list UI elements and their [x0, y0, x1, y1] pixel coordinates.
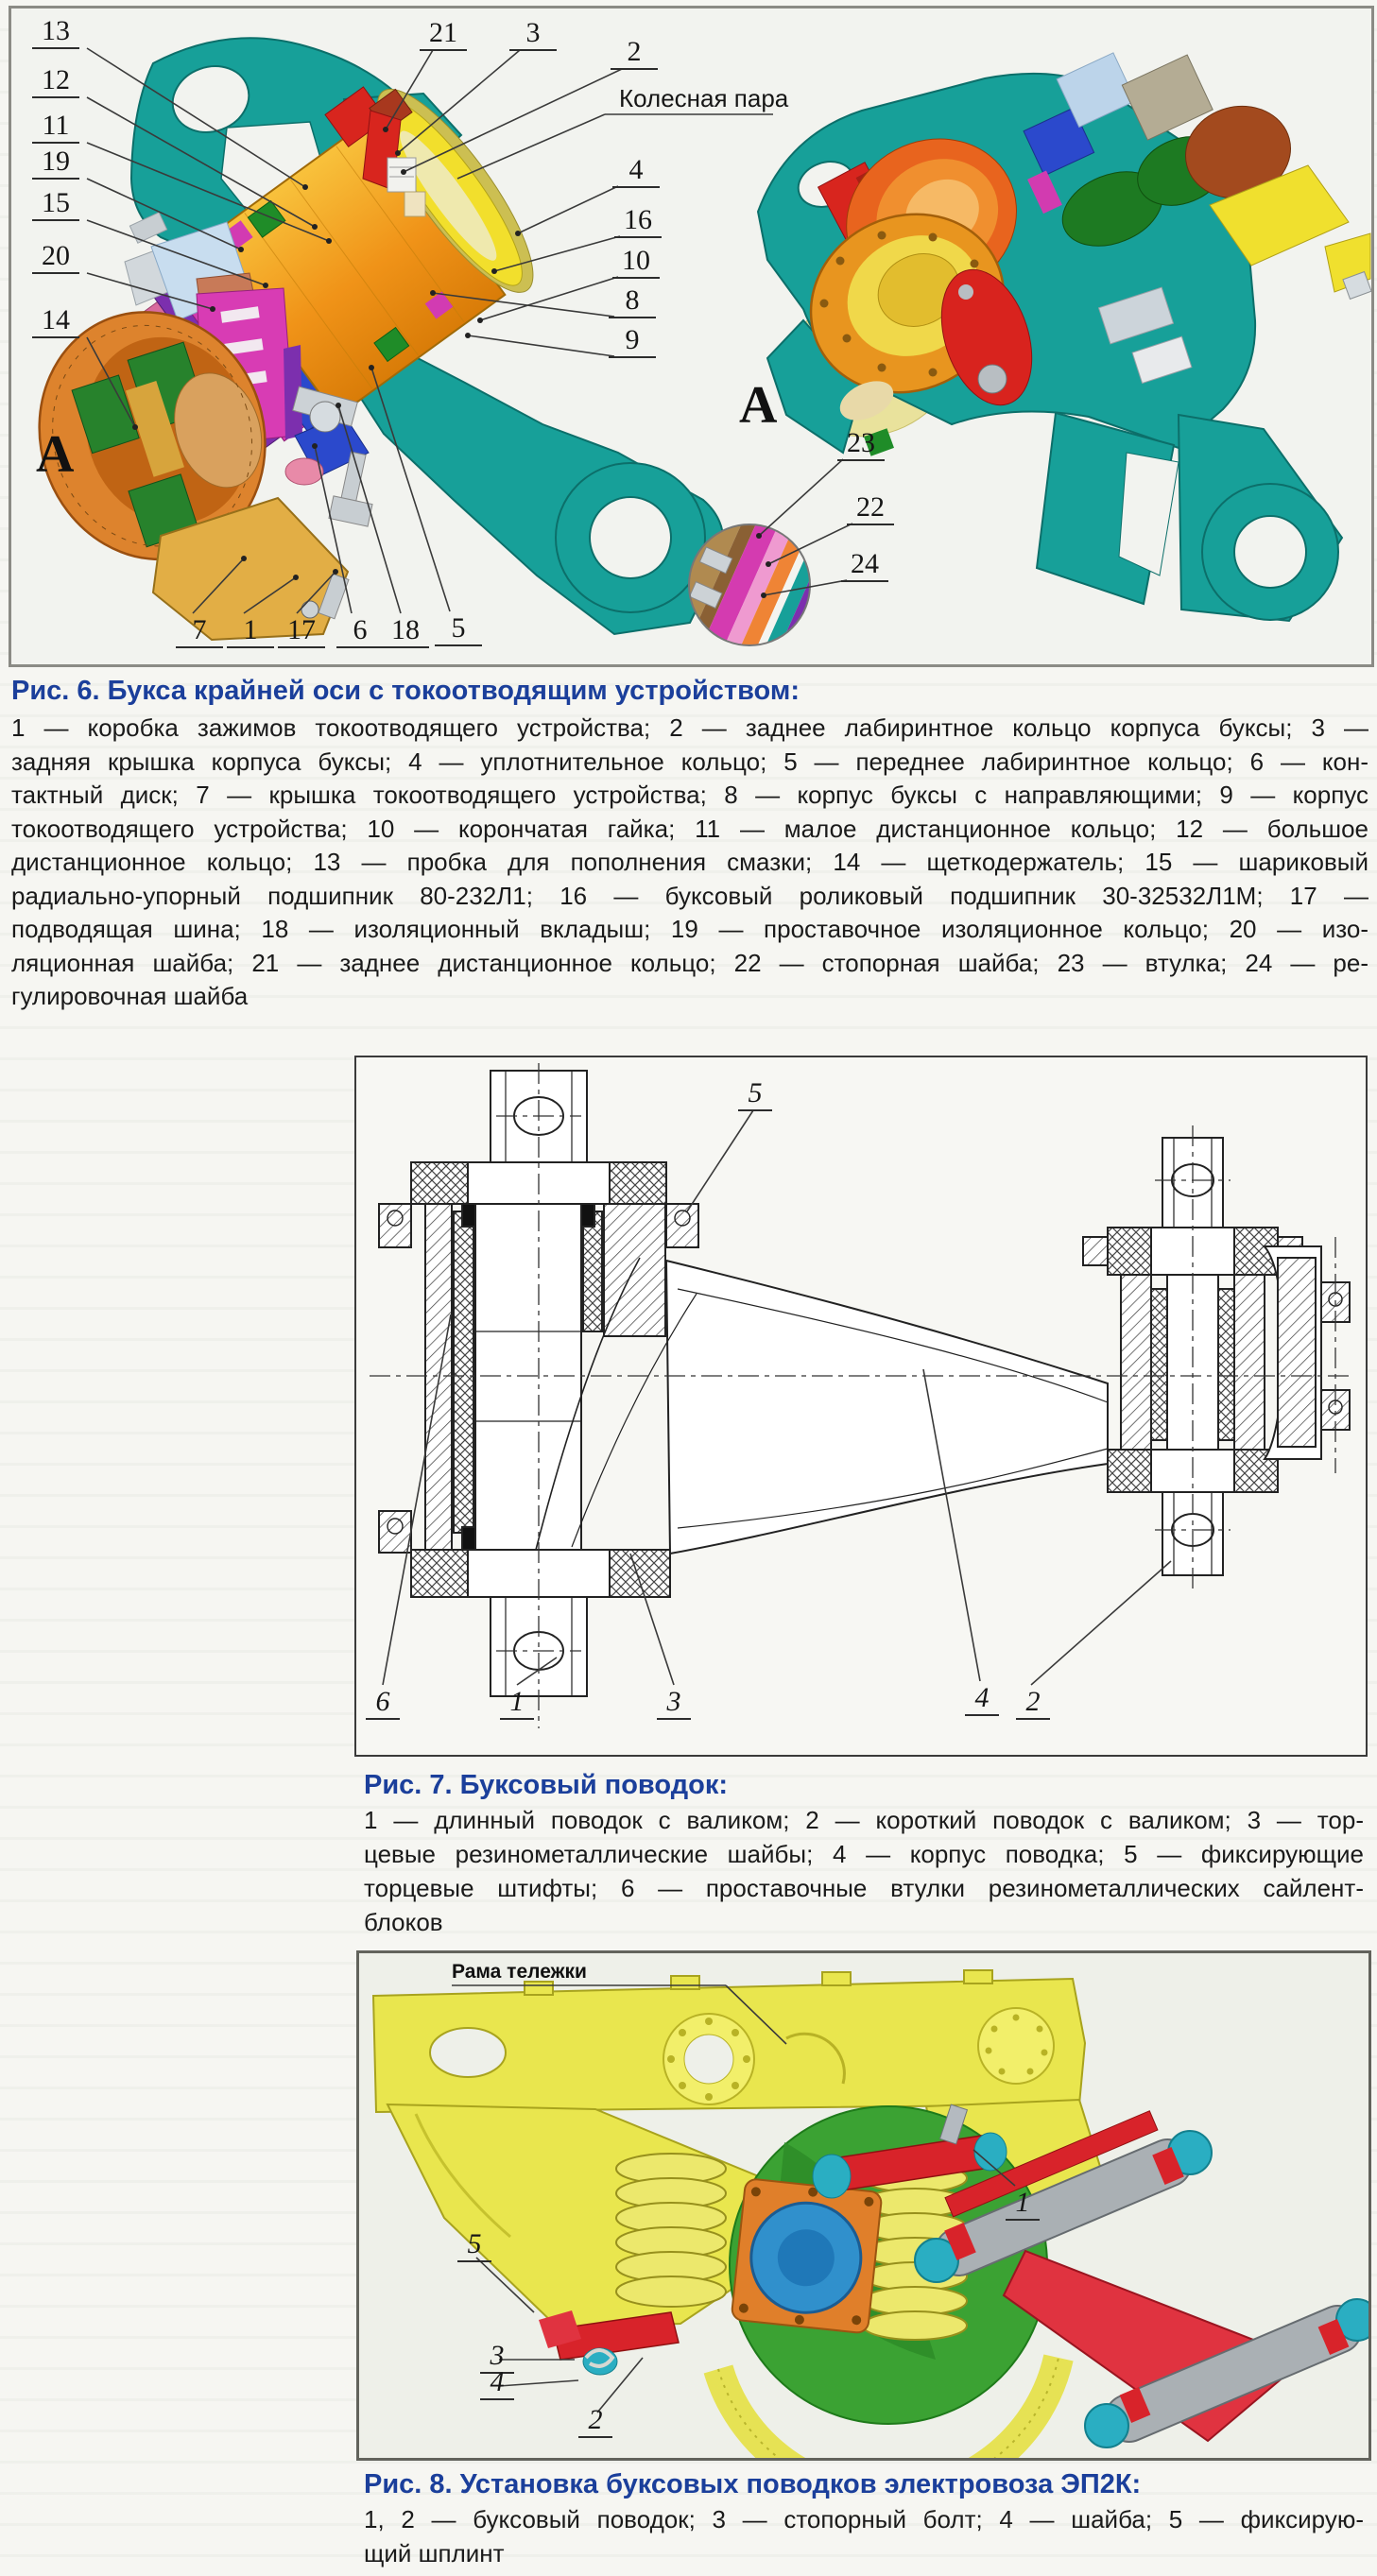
callout-2: 2 — [578, 2405, 612, 2438]
bogie-frame-label: Рама тележки — [452, 1961, 587, 1983]
callout-3: 3 — [480, 2341, 514, 2374]
callout-2: 2 — [1016, 1687, 1050, 1720]
legend-line: 1, 2 — буксовый поводок; 3 — стопорный болт; 4 — шайба; 5 — фиксирую- — [364, 2505, 1364, 2533]
legend-line: 1 — коробка зажимов токоотводящего устройства; 2 — заднее лабиринтное кольцо корпуса буксы; 3 — — [11, 713, 1368, 742]
axlebox-link-drawing — [356, 1057, 1366, 1755]
callout-14: 14 — [32, 305, 79, 338]
callout-4: 4 — [965, 1683, 999, 1716]
callout-5: 5 — [435, 613, 482, 646]
callout-21: 21 — [420, 18, 467, 51]
callout-4: 4 — [480, 2367, 514, 2400]
callout-5: 5 — [457, 2229, 491, 2262]
callout-10: 10 — [612, 246, 660, 279]
legend-line: дистанционное кольцо; 13 — пробка для пополнения смазки; 14 — щеткодержатель; 15 — шариковый — [11, 848, 1368, 876]
callout-6: 6 — [336, 615, 384, 648]
figure-7-caption: Рис. 7. Буксовый поводок: — [364, 1770, 729, 1800]
legend-line: токоотводящего устройства; 10 — корончатая гайка; 11 — малое дистанционное кольцо; 12 — большое — [11, 814, 1368, 843]
callout-4: 4 — [612, 155, 660, 188]
figure-6-box — [9, 6, 1374, 667]
callout-17: 17 — [278, 615, 325, 648]
callout-8: 8 — [609, 285, 656, 318]
callout-18: 18 — [382, 615, 429, 648]
detail-view-letter-left: А — [36, 425, 75, 484]
figure-7-box — [354, 1056, 1368, 1757]
figure-6-legend — [11, 712, 1368, 1014]
legend-line: цевые резинометаллические шайбы; 4 — корпус поводка; 5 — фиксирующие — [364, 1840, 1364, 1868]
figure-7-legend — [364, 1803, 1364, 1939]
callout-16: 16 — [614, 205, 662, 238]
callout-22: 22 — [847, 492, 894, 525]
legend-line: 1 — длинный поводок с валиком; 2 — короткий поводок с валиком; 3 — тор- — [364, 1806, 1364, 1834]
callout-5: 5 — [738, 1078, 772, 1111]
legend-line: радиально-упорный подшипник 80-232Л1; 16 — буксовый роликовый подшипник 30-32532Л1М; 17 — — [11, 881, 1368, 910]
callout-9: 9 — [609, 325, 656, 358]
callout-1: 1 — [500, 1687, 534, 1720]
legend-line: тактный диск; 7 — крышка токоотводящего устройства; 8 — корпус буксы с направляющими; 9 — корпус — [11, 781, 1368, 809]
figure-8-legend — [364, 2502, 1364, 2570]
callout-3: 3 — [509, 18, 557, 51]
figure-8-box — [356, 1950, 1371, 2461]
legend-line: подводящая шина; 18 — изоляционный вкладыш; 19 — проставочное изоляционное кольцо; 20 — изо- — [11, 915, 1368, 943]
callout-24: 24 — [841, 549, 888, 582]
figure-8-caption: Рис. 8. Установка буксовых поводков электровоза ЭП2К: — [364, 2469, 1142, 2499]
legend-line: щий шплинт — [364, 2539, 505, 2567]
callout-1: 1 — [1006, 2188, 1040, 2221]
callout-13: 13 — [32, 16, 79, 49]
callout-20: 20 — [32, 241, 79, 274]
callout-23: 23 — [837, 428, 885, 461]
legend-line: ляционная шайба; 21 — заднее дистанционное кольцо; 22 — стопорная шайба; 23 — втулка; 24 — ре- — [11, 948, 1368, 977]
callout-6: 6 — [366, 1687, 400, 1720]
legend-line: задняя крышка корпуса буксы; 4 — уплотнительное кольцо; 5 — переднее лабиринтное кольцо; 6 — кон- — [11, 747, 1368, 776]
callout-7: 7 — [176, 615, 223, 648]
callout-1: 1 — [227, 615, 274, 648]
legend-line: гулировочная шайба — [11, 982, 249, 1010]
wheelset-label: Колесная пара — [619, 84, 789, 112]
callout-12: 12 — [32, 65, 79, 98]
legend-line: блоков — [364, 1908, 443, 1936]
callout-3: 3 — [657, 1687, 691, 1720]
legend-line: торцевые штифты; 6 — проставочные втулки резинометаллических сайлент- — [364, 1874, 1364, 1902]
figure-6-caption: Рис. 6. Букса крайней оси с токоотводящим устройством: — [11, 676, 800, 706]
callout-2: 2 — [611, 37, 658, 70]
callout-11: 11 — [32, 111, 79, 144]
callout-19: 19 — [32, 146, 79, 180]
callout-15: 15 — [32, 188, 79, 221]
detail-view-letter-right: А — [739, 376, 778, 435]
